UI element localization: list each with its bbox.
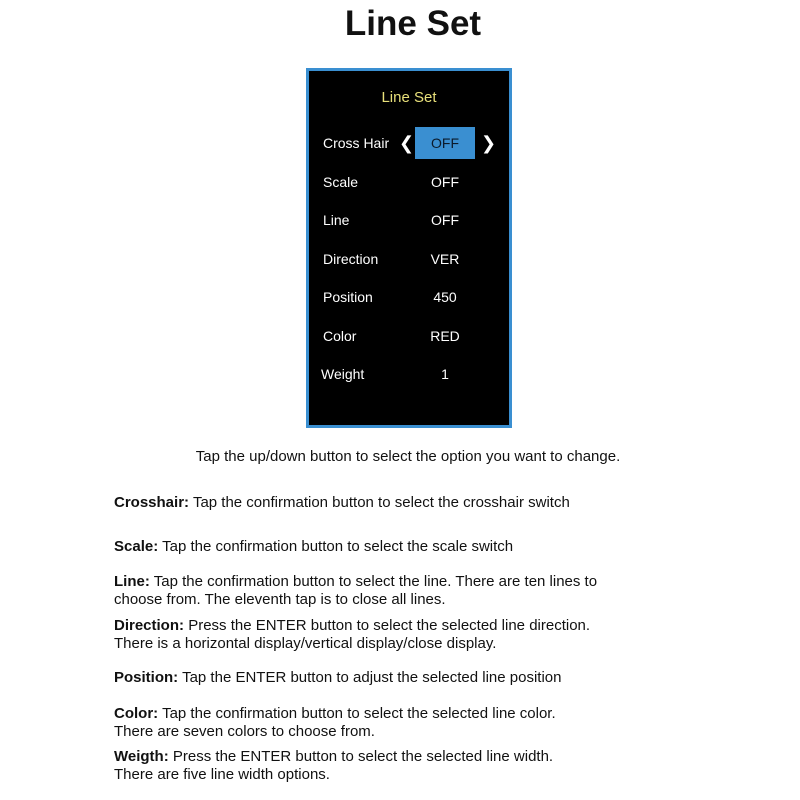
desc-line: Press the ENTER button to select the selected line direction. (188, 617, 591, 634)
desc-line: Tap the confirmation button to select the crosshair switch (192, 494, 570, 511)
menu-row-label: Position (323, 289, 373, 305)
desc-line: Tap the confirmation button to select the line. There are ten lines to (153, 573, 598, 590)
menu-row-label: Scale (323, 174, 359, 190)
desc-term: Weigth: (114, 748, 169, 765)
menu-row-value[interactable]: OFF (415, 127, 475, 159)
page-title: Line Set (344, 4, 482, 43)
menu-row-line[interactable] (309, 204, 509, 236)
menu-row-value[interactable]: 1 (441, 366, 449, 382)
chevron-left-icon[interactable]: ❮ (399, 133, 415, 153)
menu-row-value[interactable]: 450 (433, 289, 457, 305)
menu-row-label: Weight (321, 366, 365, 382)
menu-row-position[interactable] (309, 281, 509, 313)
desc-line: Tap the confirmation button to select the scale switch (162, 538, 514, 555)
menu-title: Line Set (381, 89, 437, 106)
desc-term: Color: (114, 705, 159, 722)
desc-term: Direction: (114, 617, 185, 634)
chevron-right-icon[interactable]: ❯ (481, 133, 497, 153)
menu-row-scale[interactable] (309, 166, 509, 198)
desc-direction (114, 617, 674, 653)
desc-line: There are seven colors to choose from. (114, 723, 375, 740)
menu-row-value[interactable]: OFF (431, 174, 459, 190)
desc-scale (114, 538, 674, 556)
desc-line: Tap the ENTER button to adjust the selected line position (182, 669, 562, 686)
desc-line: Press the ENTER button to select the selected line width. (172, 748, 554, 765)
menu-row-value[interactable]: OFF (431, 212, 459, 228)
line-set-menu (306, 68, 512, 428)
intro-text: Tap the up/down button to select the option you want to change. (195, 448, 621, 465)
menu-row-label: Color (323, 328, 357, 344)
desc-term: Scale: (114, 538, 159, 555)
desc-line (114, 573, 674, 609)
menu-row-cross-hair[interactable] (309, 127, 509, 159)
desc-term: Position: (114, 669, 179, 686)
desc-color (114, 705, 674, 741)
menu-row-value[interactable]: VER (430, 251, 460, 267)
desc-term: Crosshair: (114, 494, 190, 511)
desc-line: There are five line width options. (114, 766, 330, 783)
desc-position (114, 669, 674, 687)
desc-weight (114, 748, 674, 784)
menu-row-value[interactable]: RED (430, 328, 460, 344)
menu-row-label: Line (323, 212, 350, 228)
menu-row-label: Cross Hair (323, 135, 390, 151)
menu-row-color[interactable] (309, 320, 509, 352)
desc-line: Tap the confirmation button to select the selected line color. (162, 705, 556, 722)
desc-crosshair (114, 494, 674, 512)
desc-term: Line: (114, 573, 150, 590)
menu-row-weight[interactable] (309, 358, 509, 390)
desc-line: There is a horizontal display/vertical display/close display. (114, 635, 497, 652)
desc-line: choose from. The eleventh tap is to close all lines. (114, 591, 446, 608)
menu-row-label: Direction (323, 251, 379, 267)
menu-row-direction[interactable] (309, 243, 509, 275)
